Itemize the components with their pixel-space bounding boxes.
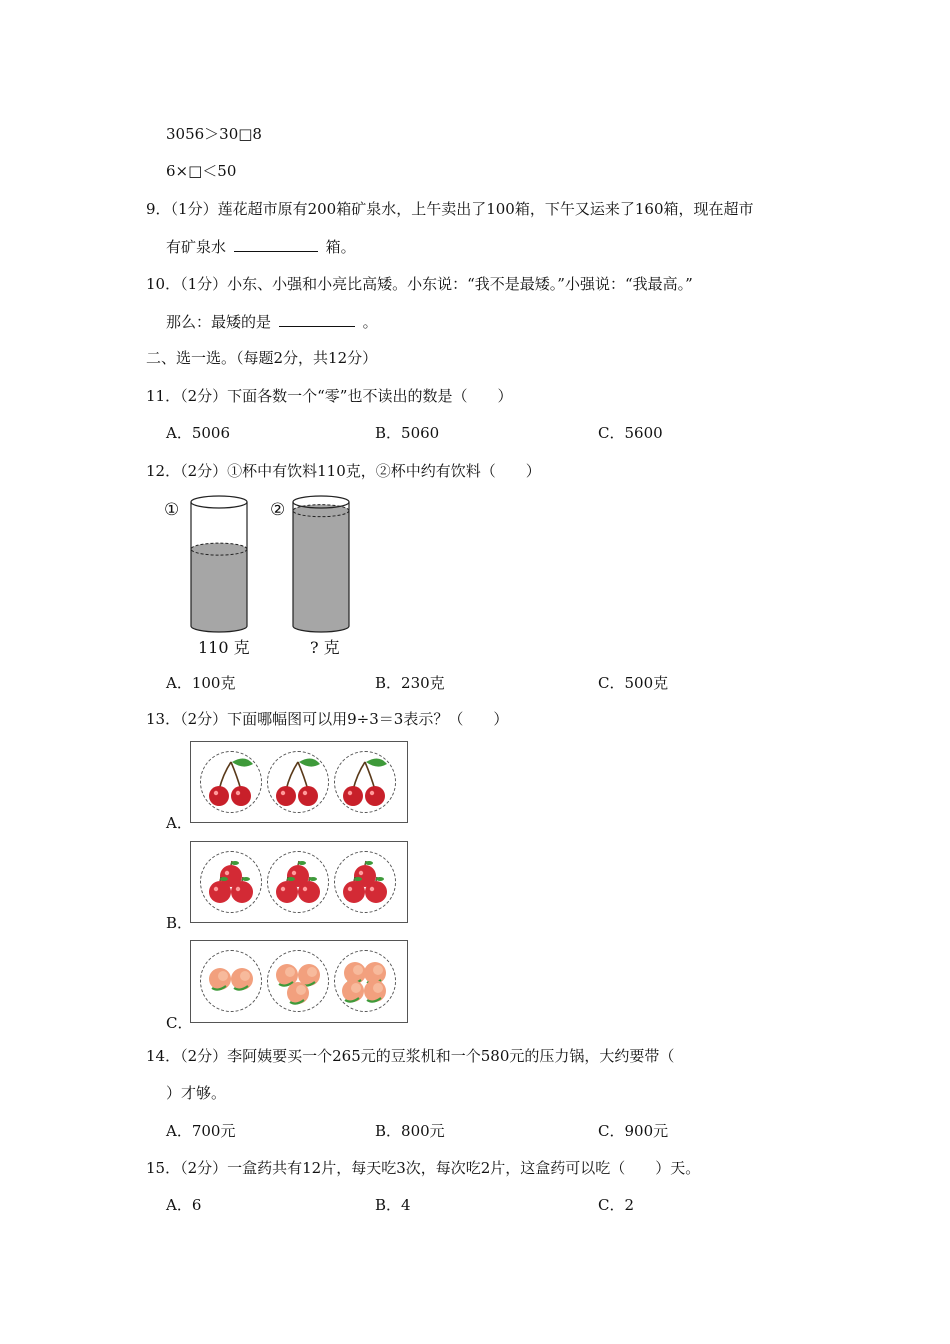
question-10-prefix: 那么：最矮的是 xyxy=(166,313,272,331)
peach-group-1 xyxy=(200,950,262,1012)
cherry-group-2 xyxy=(267,751,329,813)
question-10-text: 10．（1分）小东、小强和小亮比高矮。小东说：“我不是最矮。”小强说：“我最高。” xyxy=(146,275,693,293)
option-b-frame-apples[interactable] xyxy=(190,841,408,923)
compare-line-1: 3056＞30□8 xyxy=(166,125,262,143)
q13-option-c-label[interactable]: C． xyxy=(166,1014,193,1032)
cherry-icon xyxy=(201,752,261,812)
apple-group-1 xyxy=(200,851,262,913)
apple-group-3 xyxy=(334,851,396,913)
liquid-fill xyxy=(293,511,349,632)
peach-icon xyxy=(335,951,395,1011)
answer-blank-10[interactable] xyxy=(279,311,355,327)
question-10-continuation xyxy=(166,311,378,332)
q15-option-a[interactable]: A．6 xyxy=(166,1196,202,1214)
compare-line-2: 6×□＜50 xyxy=(166,162,237,180)
cherry-icon xyxy=(268,752,328,812)
apple-icon xyxy=(201,852,261,912)
q13-option-a-label[interactable]: A． xyxy=(166,814,192,832)
q14-option-a[interactable]: A．700元 xyxy=(166,1122,236,1140)
apple-group-2 xyxy=(267,851,329,913)
question-9-suffix: 箱。 xyxy=(325,238,356,256)
question-12-text: 12．（2分）①杯中有饮料110克，②杯中约有饮料（ ） xyxy=(146,462,541,480)
q12-option-b[interactable]: B．230克 xyxy=(375,674,445,692)
peach-group-2 xyxy=(267,950,329,1012)
cup-rim xyxy=(191,496,247,508)
q11-option-b[interactable]: B．5060 xyxy=(375,424,440,442)
cup-1 xyxy=(191,496,247,632)
answer-blank-9[interactable] xyxy=(234,236,318,252)
cherry-icon xyxy=(335,752,395,812)
q14-option-c[interactable]: C．900元 xyxy=(598,1122,669,1140)
question-9-prefix: 有矿泉水 xyxy=(166,238,227,256)
cup-1-caption: 110 克 xyxy=(198,638,250,657)
q12-option-c[interactable]: C．500克 xyxy=(598,674,669,692)
cup-2 xyxy=(293,496,349,632)
q14-option-b[interactable]: B．800元 xyxy=(375,1122,445,1140)
liquid-surface xyxy=(191,543,247,555)
cup-2-caption: ? 克 xyxy=(310,638,340,657)
section-2-heading: 二、选一选。（每题2分，共12分） xyxy=(146,349,378,367)
peach-icon xyxy=(201,951,261,1011)
q11-option-c[interactable]: C．5600 xyxy=(598,424,663,442)
cups-drawing xyxy=(160,494,380,664)
q15-option-b[interactable]: B．4 xyxy=(375,1196,411,1214)
cup-1-number: ① xyxy=(164,500,180,520)
apple-icon xyxy=(268,852,328,912)
q15-option-c[interactable]: C．2 xyxy=(598,1196,635,1214)
question-10-suffix: 。 xyxy=(362,313,378,331)
question-15-text: 15．（2分）一盒药共有12片，每天吃3次，每次吃2片，这盒药可以吃（ ）天。 xyxy=(146,1159,701,1177)
option-a-frame-cherries[interactable] xyxy=(190,741,408,823)
question-13-text: 13．（2分）下面哪幅图可以用9÷3＝3表示？（ ） xyxy=(146,710,509,728)
cherry-group-1 xyxy=(200,751,262,813)
cherry-group-3 xyxy=(334,751,396,813)
apple-icon xyxy=(335,852,395,912)
q13-option-b-label[interactable]: B． xyxy=(166,914,193,932)
question-9-text: 9．（1分）莲花超市原有200箱矿泉水，上午卖出了100箱，下午又运来了160箱，现在超市 xyxy=(146,200,754,218)
q12-option-a[interactable]: A．100克 xyxy=(166,674,236,692)
option-c-frame-peaches[interactable] xyxy=(190,940,408,1023)
peach-group-3 xyxy=(334,950,396,1012)
peach-icon xyxy=(268,951,328,1011)
liquid-fill xyxy=(191,549,247,632)
question-14-continuation: ）才够。 xyxy=(166,1084,227,1102)
cup-2-number: ② xyxy=(270,500,286,520)
question-14-text: 14．（2分）李阿姨要买一个265元的豆浆机和一个580元的压力锅，大约要带（ xyxy=(146,1047,675,1065)
question-9-continuation xyxy=(166,236,356,257)
cups-figure xyxy=(160,494,380,664)
question-11-text: 11．（2分）下面各数一个“零”也不读出的数是（ ） xyxy=(146,387,513,405)
q11-option-a[interactable]: A．5006 xyxy=(166,424,231,442)
